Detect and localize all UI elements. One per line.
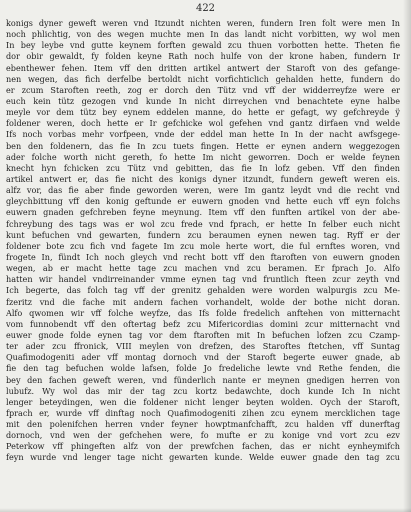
text-line: Ich begerte, das folch tag vff der grenitz gehalden were worden walpurgis zcu Me- — [6, 285, 400, 296]
text-line: gleychbittung vff den konig geftunde er euwern gnoden vnd hette euch vff eyn folchs — [6, 196, 400, 207]
text-line: foldener bote zcu fich vnd fagete Im zcu mole herte wort, die ful ernftes woren, vnd — [6, 240, 400, 251]
text-line: foldener weren, doch hette er Ir gefchicke wol gefehen vnd gantz dirfaen vnd welde — [6, 118, 400, 129]
text-line: euch kein tütz gezogen vnd kunde In nicht dirreychen vnd benachtete eyne halbe — [6, 95, 400, 106]
text-line: knecht hyn fchicken zcu Tütz vnd gebitten, das fie In lofz geben. Vff den finden — [6, 162, 400, 173]
text-line: dor obir gewaldt, fy folden keyne Rath noch hulfe von der krone haben, fundern Ir — [6, 51, 400, 62]
page-edge-shadow — [403, 0, 411, 512]
text-line: fie den tag befuchen wolde lafsen, folde Jo fredeliche lewte vnd Rethe fenden, die — [6, 363, 400, 374]
text-line: bey den fachen geweft weren, vnd fünderlich nante er meynen gnedigen herren von — [6, 374, 400, 385]
text-line: artikel antwert er, das fie nicht des konigs dyner itzundt, fundern geweft weren eis. — [6, 173, 400, 184]
page-bottom-shadow — [0, 508, 411, 512]
text-line: Peterkow vff phingeften alfz von der prewfchen fachen, das er nicht eynheymifch — [6, 441, 400, 452]
text-line: nen wegen, das fich derfelbe bertoldt nicht vorfichticlich gehalden hette, fundern do — [6, 73, 400, 84]
text-line: lubufz. Wy wol das mir der tag zcu kortz bedawchte, doch kunde Ich In nicht — [6, 385, 400, 396]
text-line: frogete In, fündt Ich noch gleych vnd recht bott vff den ftaroften von euwern gnoden — [6, 251, 400, 262]
text-line: hatten wir handel vndirreinander vmme eynen tag vnd fruntlich fteen zcur zeyth vnd — [6, 274, 400, 285]
page-number: 422 — [195, 3, 216, 14]
text-line: fzeritz vnd die fache mit andern fachen vorhandelt, wolde der bothe nicht doran. — [6, 296, 400, 307]
text-line: In bey leybe vnd gutte keynem forften gewald zcu thuen vorbotten hette. Theten fie — [6, 40, 400, 51]
text-line: mit den polenifchen herren vnder feyner howptmanfchafft, zcu halden vff dunerftag — [6, 419, 400, 430]
text-line: vom funnobendt vff den oftertag befz zcu Mifericordias domini zcur mitternacht vnd — [6, 318, 400, 329]
text-line: euwer gnode folde eynen tag vor dem ftaroften mit In befuchen lofzen zcu Czamp- — [6, 329, 400, 340]
text-line: ader folche worth nicht gereth, fo hette Im nicht geworren. Doch er welde feynen — [6, 151, 400, 162]
text-line: Quafimodogeniti ader vff montag dornoch vnd der Staroft begerte euwer gnade, ab — [6, 352, 400, 363]
text-line: Alfo qwomen wir vff folche weyfze, das Ifs folde fredelich anftehen von mitternacht — [6, 307, 400, 318]
text-line: dornoch, vnd wen der gefchehen were, fo mufte er zu konige vnd vort zcu ezv — [6, 430, 400, 441]
text-line: meyle vor dem tütz bey eynem eddelen manne, do hette er gefagt, wy gefchreyde ÿ — [6, 107, 400, 118]
text-line: wegen, ab er macht hette tage zcu machen vnd zcu beramen. Er fprach Jo. Alfo — [6, 263, 400, 274]
text-line: kunt befuchen vnd gewarten, fundern zcu beraumen eynen newen tag. Ryff er der — [6, 229, 400, 240]
text-line: Ifs noch vorbas mehr vorfpeen, vnde der eddel man hette In In der nacht awfsgege- — [6, 129, 400, 140]
text-line: lenger beteydingen, wen die foldener nicht lenger beyten wolden. Oych der Staroft, — [6, 396, 400, 407]
text-line: feyn wurde vnd lenger tage nicht gewarten kunde. Welde euwer gnade den tag zcu — [6, 452, 400, 463]
text-line: ben den foldenern, das fie In zcu tuets fingen. Hette er eynen andern weggezogen — [6, 140, 400, 151]
text-line: alfz vor, das fie aber finde geworden weren, were Im gantz leydt vnd die recht vnd — [6, 185, 400, 196]
body-text — [6, 18, 400, 464]
text-line: fprach er, wurde vff dinftag noch Quafimodogeniti zihen zcu eynem mercklichen tage — [6, 407, 400, 418]
text-line: euwern gnaden gefchreben feyne meynung. Item vff den funften artikel von der abe- — [6, 207, 400, 218]
text-line: konigs dyner geweft weren vnd Itzundt nichten weren, fundern Iren folt were men In — [6, 18, 400, 28]
text-line: ebenthewer fehen. Item vff den dritten artikel antwert der Staroft von des gefange- — [6, 62, 400, 73]
text-line: er zcum Staroften reeth, zog er dorch den Tütz vnd vff der widderreyfze were er — [6, 84, 400, 95]
text-line: fchreybung des tags was er wol zcu frede vnd fprach, er hette In felber euch nicht — [6, 218, 400, 229]
text-line: noch phlichtig, von des wegen muchte men In das landt nicht vorbitten, wy wol men — [6, 29, 400, 40]
text-line: ter ader zcu ffronick, VIII meylen von drefzen, des Staroftes ftetchen, vff Suntag — [6, 341, 400, 352]
